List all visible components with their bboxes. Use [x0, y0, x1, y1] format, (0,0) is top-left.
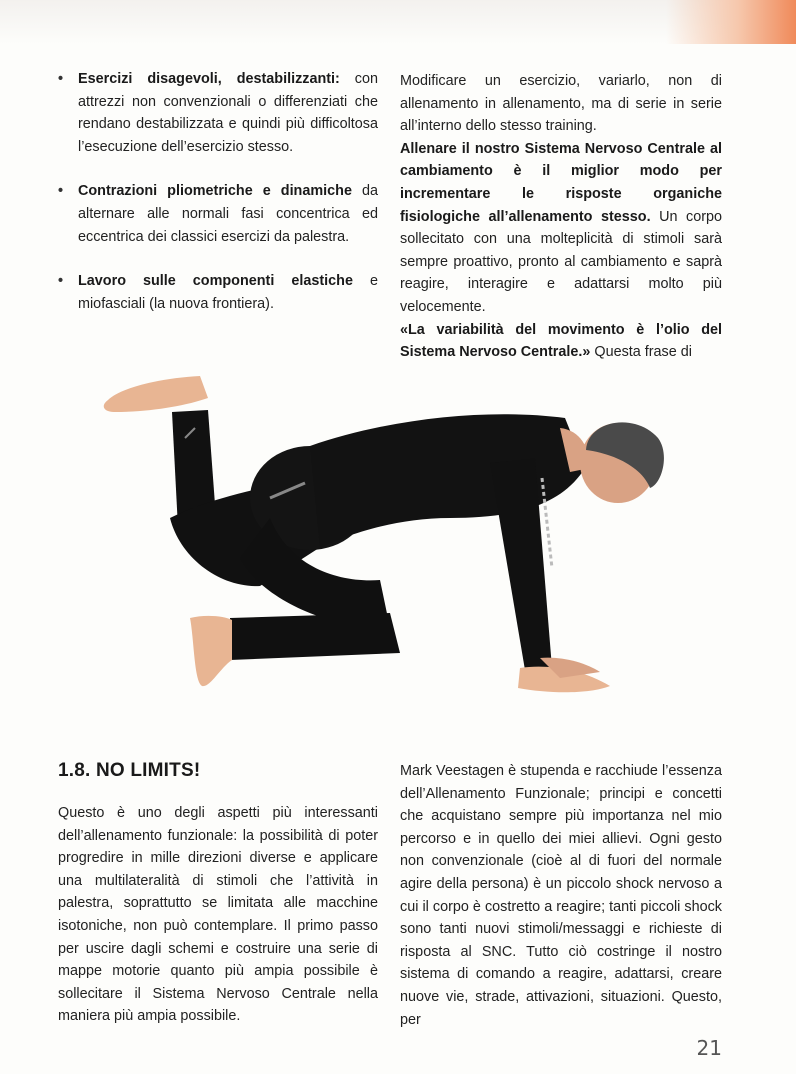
- bullet-item: [58, 180, 378, 248]
- paragraph-text: Questa frase di: [590, 344, 692, 361]
- exercise-photo: [90, 368, 690, 718]
- bullet-text: da alternare alle normali fasi concentrica ed eccentrica dei classici esercizi da palestra.: [78, 183, 378, 245]
- paragraph: Modificare un esercizio, variarlo, non di allenamento in allenamento, ma di serie in serie all’interno dello stesso training.: [400, 73, 722, 135]
- bullet-bold: Esercizi disagevoli, destabilizzanti:: [78, 71, 340, 87]
- athlete-figure: [104, 376, 664, 692]
- paragraph: Questo è uno degli aspetti più interessanti dell’allenamento funzionale: la possibilità di poter progredire in mille direzioni diverse e applicare una multilateralità di stimoli che l’attività in palestra, soprattutto se limitata alle macchine isotoniche, non può contemplare. Il primo passo per uscire dagli schemi e costruire una serie di mappe motorie quanto più ampia possibile è sollecitare il Sistema Nervoso Centrale nella maniera più ampia possibile.: [58, 805, 378, 1025]
- bullet-item: [58, 270, 378, 315]
- quote: «La variabilità del movimento è l’olio del Sistema Nervoso Centrale.»: [400, 321, 722, 361]
- bullet-text: con attrezzi non convenzionali o differenziati che rendano destabilizzata e quindi più difficoltosa l’esecuzione dell’esercizio stesso.: [78, 71, 379, 155]
- bullet-list: [58, 68, 378, 337]
- right-top-column: [400, 70, 722, 364]
- bullet-item: [58, 68, 378, 158]
- right-bottom-column: [400, 760, 722, 1031]
- bullet-bold: Contrazioni pliometriche e dinamiche: [78, 183, 352, 200]
- paragraph: [400, 319, 722, 364]
- corner-accent: [666, 0, 796, 44]
- paragraph: Mark Veestagen è stupenda e racchiude l’essenza dell’Allenamento Funzionale; principi e concetti che acquistano sempre più importanza nel mio percorso e in quello dei miei allievi. Ogni gesto non convenzionale (cioè al di fuori del normale agire della persona) è un piccolo shock nervoso a cui il corpo è costretto a reagire; tanti piccoli shock sono tanti nuovi stimoli/messaggi e richieste di risposta al SNC. Tutto ciò costringe il nostro sistema di comando a reagire, adattarsi, creare nuove vie, strade, attivazioni, situazioni. Questo, per: [400, 763, 722, 1028]
- paragraph: [400, 138, 722, 319]
- section-title: 1.8. NO LIMITS!: [58, 760, 201, 781]
- page-number: 21: [696, 1036, 722, 1060]
- bullet-text: e miofasciali (la nuova frontiera).: [78, 273, 378, 312]
- paragraph-text: Un corpo sollecitato con una molteplicità di stimoli sarà sempre proattivo, pronto al cambiamento e saprà reagire, interagire e adattarsi molto più velocemente.: [400, 208, 722, 315]
- bold-statement: Allenare il nostro Sistema Nervoso Centrale al cambiamento è il miglior modo per incrementare le risposte organiche fisiologiche all’allenamento stesso.: [400, 140, 722, 225]
- left-bottom-column: [58, 802, 378, 1028]
- bullet-bold: Lavoro sulle componenti elastiche: [78, 273, 353, 290]
